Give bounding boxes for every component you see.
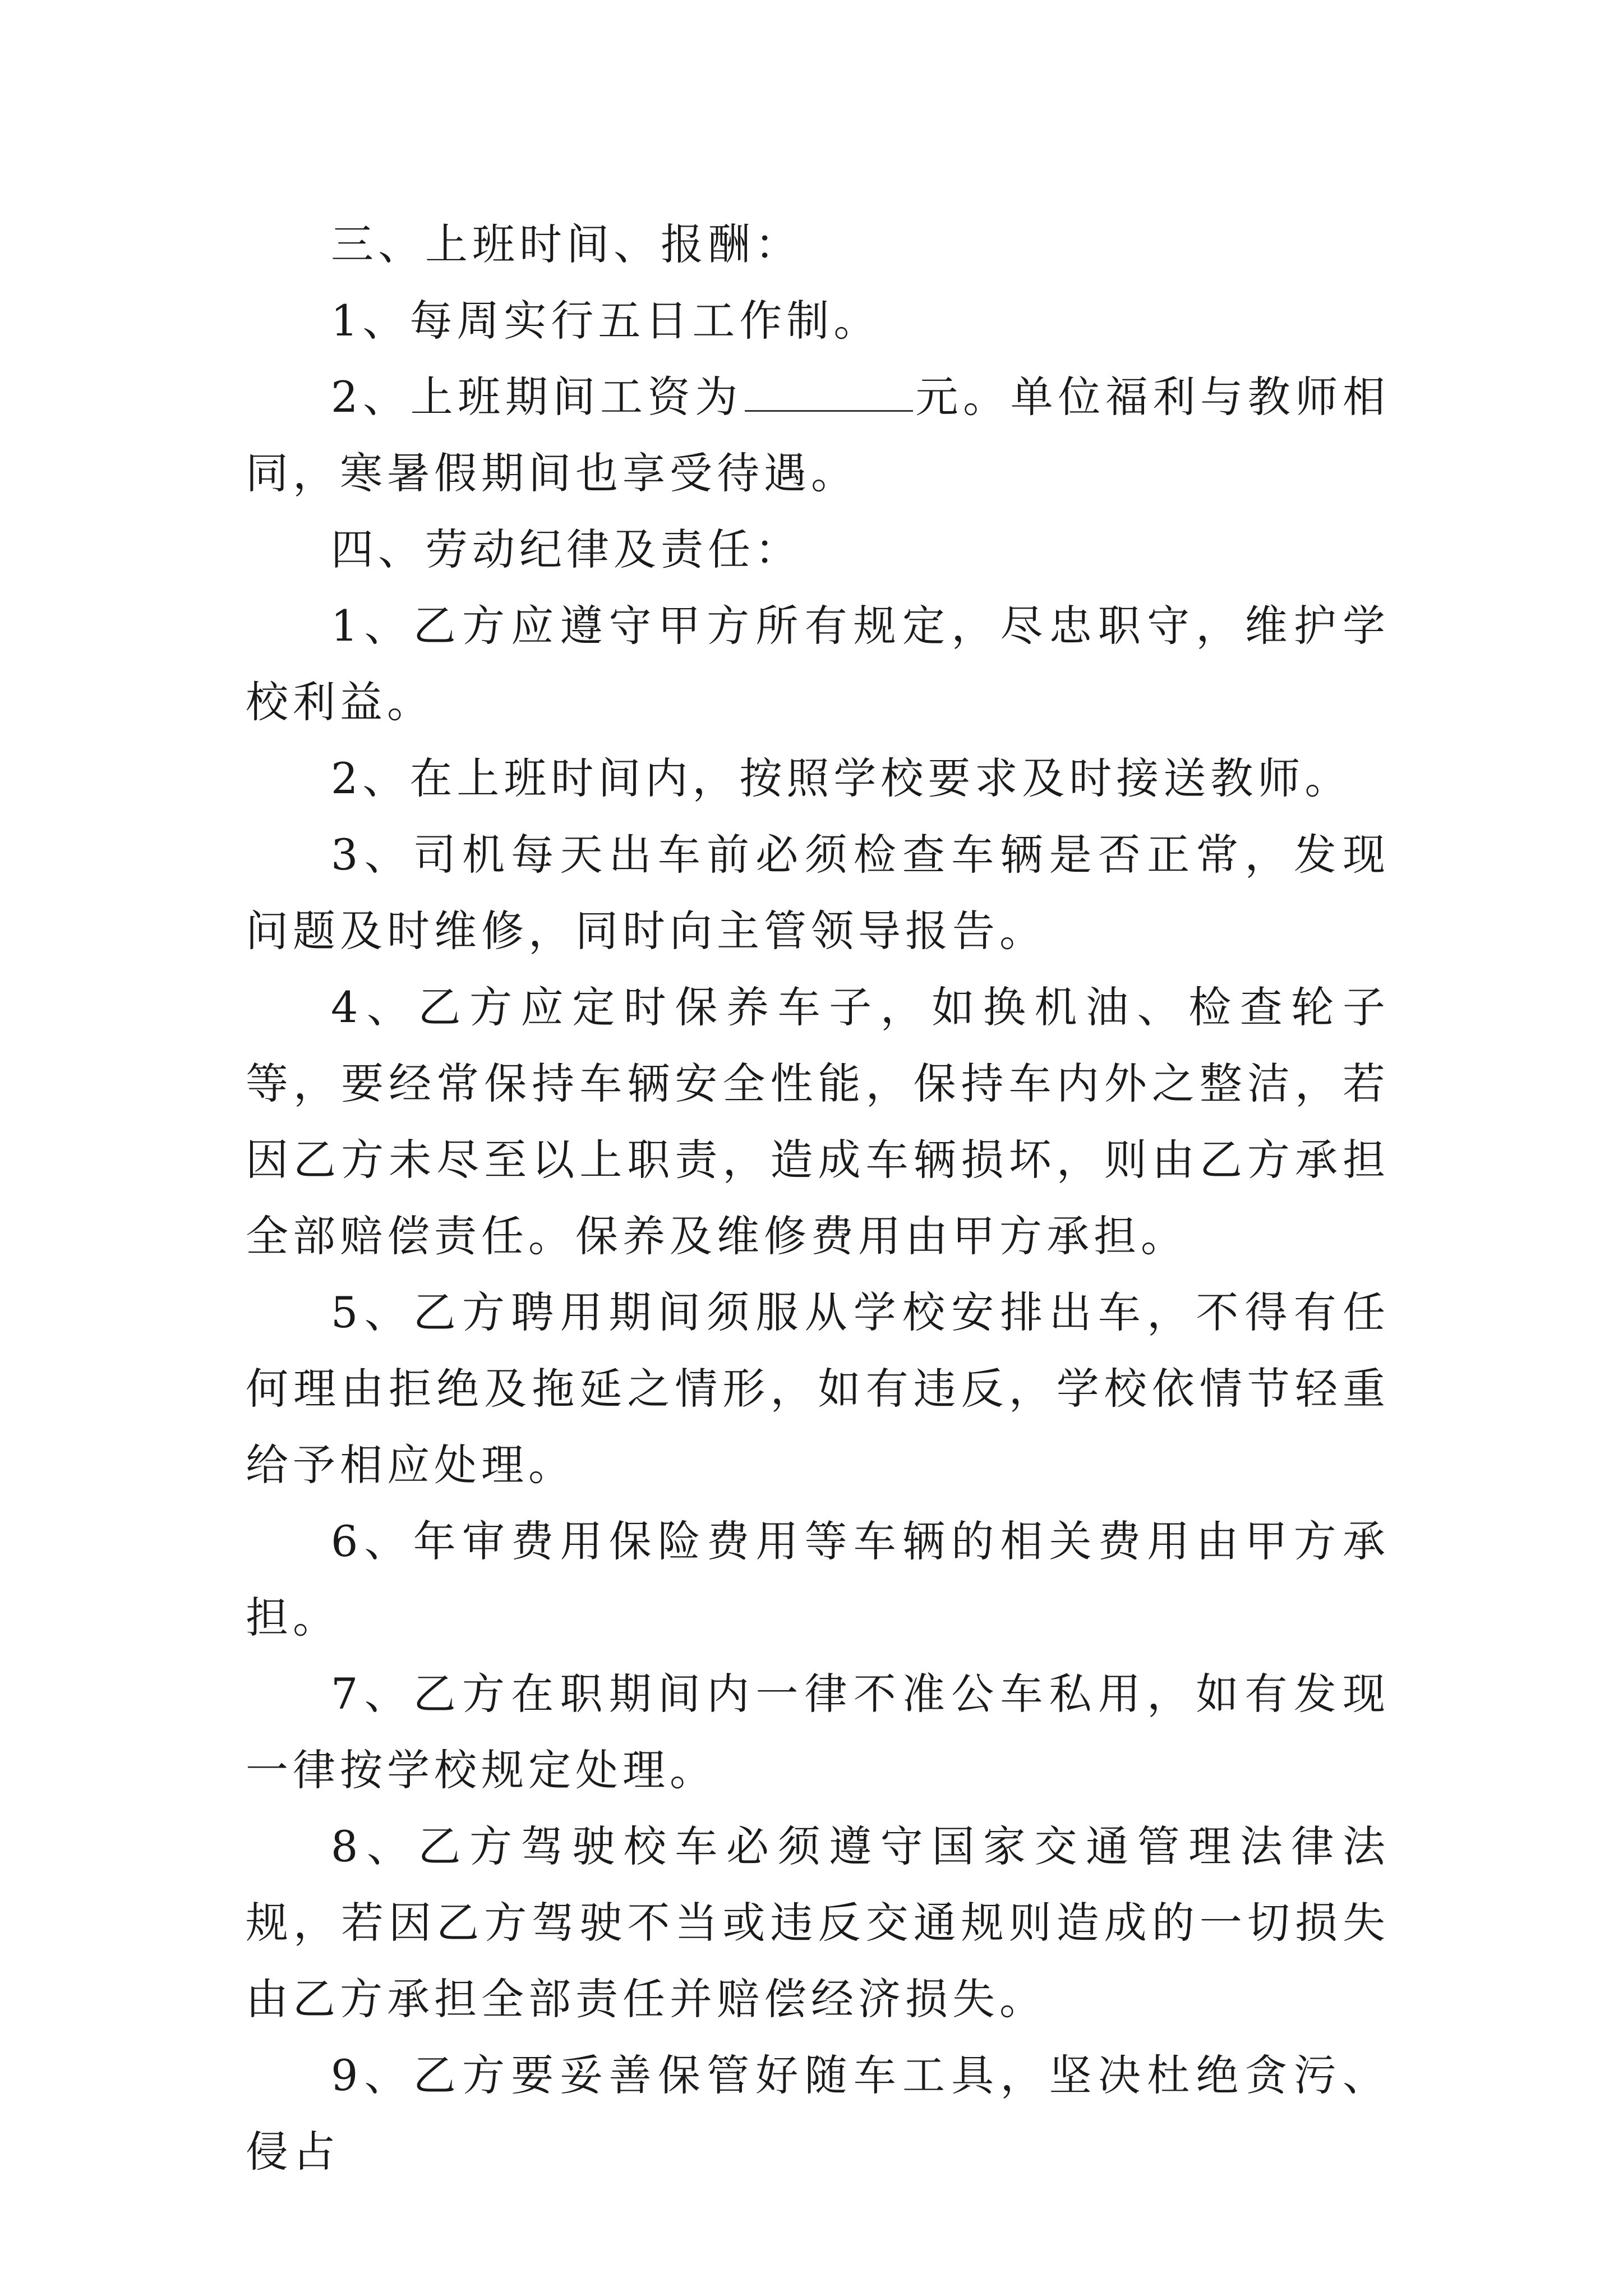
clause-salary-before: 2、上班期间工资为 xyxy=(331,372,743,422)
clause-salary xyxy=(246,359,1390,512)
clause-discipline-5: 5、乙方聘用期间须服从学校安排出车，不得有任何理由拒绝及拖延之情形，如有违反，学校依情节轻重给予相应处理。 xyxy=(246,1287,1390,1490)
clause-salary-after: 元。单位福利与教师相同，寒暑假期间也享受待遇。 xyxy=(246,372,1390,498)
clause-discipline-2: 2、在上班时间内，按照学校要求及时接送教师。 xyxy=(331,753,1352,803)
section-heading-work-hours-pay: 三、上班时间、报酬： xyxy=(331,219,802,269)
clause-discipline-9: 9、乙方要妥善保管好随车工具，坚决杜绝贪污、侵占 xyxy=(246,2050,1390,2177)
clause-discipline-4: 4、乙方应定时保养车子，如换机油、检查轮子等，要经常保持车辆安全性能，保持车内外之整洁，若因乙方未尽至以上职责，造成车辆损坏，则由乙方承担全部赔偿责任。保养及维修费用由甲方承担。 xyxy=(246,982,1390,1261)
section-heading-discipline: 四、劳动纪律及责任： xyxy=(331,524,802,574)
clause-work-week: 1、每周实行五日工作制。 xyxy=(331,296,881,346)
salary-blank-line xyxy=(745,376,913,412)
clause-discipline-1: 1、乙方应遵守甲方所有规定，尽忠职守，维护学校利益。 xyxy=(246,601,1390,727)
clause-discipline-8: 8、乙方驾驶校车必须遵守国家交通管理法律法规，若因乙方驾驶不当或违反交通规则造成的一切损失由乙方承担全部责任并赔偿经济损失。 xyxy=(246,1821,1390,2024)
clause-discipline-7: 7、乙方在职期间内一律不准公车私用，如有发现一律按学校规定处理。 xyxy=(246,1669,1390,1795)
document-body xyxy=(246,206,1390,2190)
clause-discipline-6: 6、年审费用保险费用等车辆的相关费用由甲方承担。 xyxy=(246,1516,1390,1642)
clause-discipline-3: 3、司机每天出车前必须检查车辆是否正常，发现问题及时维修，同时向主管领导报告。 xyxy=(246,830,1390,956)
